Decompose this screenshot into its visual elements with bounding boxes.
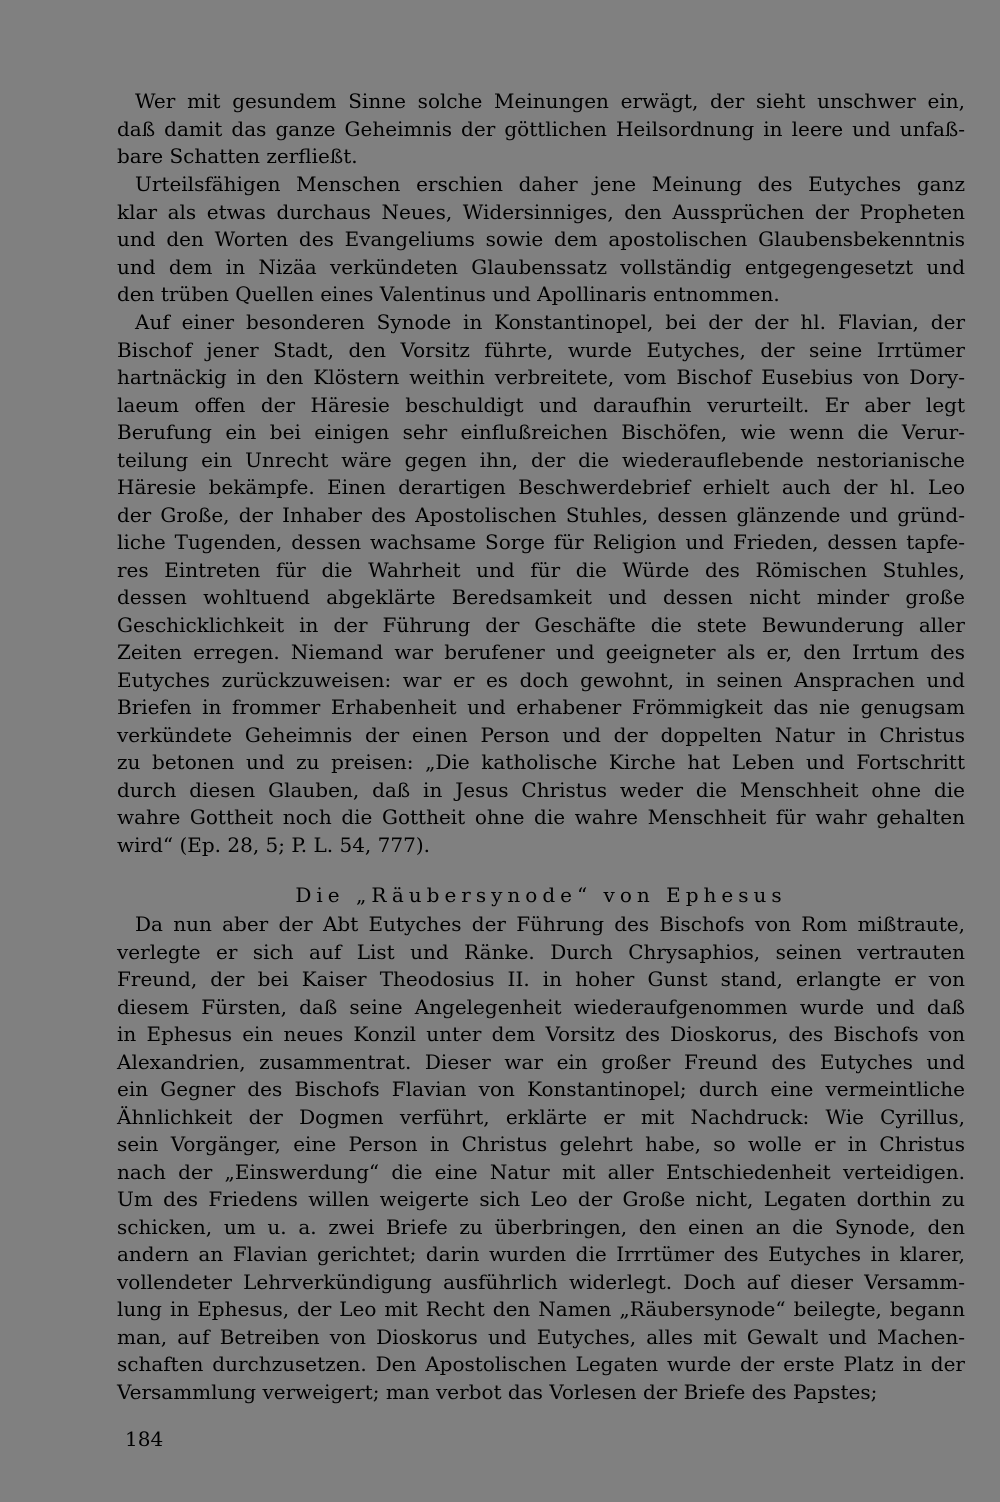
text-line: Da nun aber der Abt Eutyches der Führung des Bischofs von Rom mißtraute, — [135, 912, 965, 936]
text-line: lung in Ephesus, der Leo mit Recht den Namen „Räubersynode“ beilegte, begann — [117, 1297, 965, 1321]
text-line: und dem in Nizäa verkündeten Glaubenssatz vollständig entgegengesetzt und — [117, 254, 965, 279]
text-line: zu betonen und zu preisen: „Die katholische Kirche hat Leben und Fortschritt — [117, 750, 965, 774]
text-line: Versammlung verweigert; man verbot das Vorlesen der Briefe des Papstes; — [117, 1379, 878, 1404]
text-line: schicken, um u. a. zwei Briefe zu überbringen, den einen an die Synode, den — [117, 1214, 965, 1239]
text-line: ein Gegner des Bischofs Flavian von Konstantinopel; durch eine vermeintliche — [117, 1077, 965, 1101]
text-line: in Ephesus ein neues Konzil unter dem Vorsitz des Dioskorus, des Bischofs von — [117, 1022, 965, 1046]
text-line: Bischof jener Stadt, den Vorsitz führte, wurde Eutyches, der seine Irrtümer — [117, 337, 965, 362]
paragraph — [117, 309, 965, 859]
text-line: dessen wohltuend abgeklärte Beredsamkeit und dessen nicht minder große — [117, 585, 965, 609]
text-line: schaften durchzusetzen. Den Apostolischen Legaten wurde der erste Platz in der — [117, 1352, 965, 1376]
text-line: der Große, der Inhaber des Apostolischen Stuhles, dessen glänzende und gründ- — [117, 502, 965, 527]
text-line: diesem Fürsten, daß seine Angelegenheit wiederaufgenommen wurde und daß — [117, 994, 965, 1019]
text-line: durch diesen Glauben, daß in Jesus Christus weder die Menschheit ohne die — [117, 777, 965, 802]
text-line: liche Tugenden, dessen wachsame Sorge für Religion und Frieden, dessen tapfe- — [117, 530, 965, 554]
text-line: Eutyches zurückzuweisen: war er es doch gewohnt, in seinen Ansprachen und — [117, 667, 965, 692]
text-line: Wer mit gesundem Sinne solche Meinungen erwägt, der sieht unschwer ein, — [135, 89, 965, 113]
text-line: res Eintreten für die Wahrheit und für die Würde des Römischen Stuhles, — [117, 557, 965, 582]
section-heading: Die „Räubersynode“ von Ephesus — [295, 883, 787, 907]
text-line: und den Worten des Evangeliums sowie dem apostolischen Glaubensbekenntnis — [117, 227, 965, 251]
text-line: Urteilsfähigen Menschen erschien daher jene Meinung des Eutyches ganz — [135, 172, 965, 196]
text-line: vollendeter Lehrverkündigung ausführlich widerlegt. Doch auf dieser Versamm- — [117, 1269, 965, 1294]
text-line: Ähnlichkeit der Dogmen verführt, erklärte er mit Nachdruck: Wie Cyrillus, — [117, 1104, 965, 1129]
text-line: Berufung ein bei einigen sehr einflußreichen Bischöfen, wie wenn die Verur- — [117, 420, 965, 444]
paragraph — [117, 88, 965, 171]
text-line: sein Vorgänger, eine Person in Christus gelehrt habe, so wolle er in Christus — [117, 1132, 965, 1156]
text-line: man, auf Betreiben von Dioskorus und Eutyches, alles mit Gewalt und Machen- — [117, 1324, 965, 1349]
text-line: wahre Gottheit noch die Gottheit ohne die wahre Menschheit für wahr gehalten — [117, 805, 965, 829]
text-line: klar als etwas durchaus Neues, Widersinniges, den Aussprüchen der Propheten — [117, 199, 965, 224]
text-line: Um des Friedens willen weigerte sich Leo der Große nicht, Legaten dorthin zu — [117, 1187, 965, 1211]
text-line: Alexandrien, zusammentrat. Dieser war ein großer Freund des Eutyches und — [117, 1049, 965, 1074]
text-line: laeum offen der Häresie beschuldigt und daraufhin verurteilt. Er aber legt — [117, 392, 965, 417]
text-line: andern an Flavian gerichtet; darin wurden die Irrrtümer des Eutyches in klarer, — [117, 1242, 965, 1266]
text-line: verlegte er sich auf List und Ränke. Durch Chrysaphios, seinen vertrauten — [117, 939, 965, 964]
page-number: 184 — [125, 1427, 164, 1451]
text-line: bare Schatten zerfließt. — [117, 144, 358, 168]
text-line: Auf einer besonderen Synode in Konstantinopel, bei der der hl. Flavian, der — [135, 310, 965, 334]
text-line: Geschicklichkeit in der Führung der Geschäfte die stete Bewunderung aller — [117, 612, 965, 637]
text-line: hartnäckig in den Klöstern weithin verbreitete, vom Bischof Eusebius von Dory- — [117, 365, 965, 389]
text-line: den trüben Quellen eines Valentinus und Apollinaris entnommen. — [117, 282, 780, 306]
text-line: Zeiten erregen. Niemand war berufener und geeigneter als er, den Irrtum des — [117, 640, 965, 664]
paragraph — [117, 911, 965, 1406]
text-line: daß damit das ganze Geheimnis der göttlichen Heilsordnung in leere und unfaß- — [117, 116, 965, 141]
text-line: Freund, der bei Kaiser Theodosius II. in hoher Gunst stand, erlangte er von — [117, 967, 965, 991]
text-line: verkündete Geheimnis der einen Person und der doppelten Natur in Christus — [117, 722, 965, 747]
text-line: Häresie bekämpfe. Einen derartigen Beschwerdebrief erhielt auch der hl. Leo — [117, 475, 965, 499]
text-line: teilung ein Unrecht wäre gegen ihn, der die wiederauflebende nestorianische — [117, 447, 965, 472]
text-line: nach der „Einswerdung“ die eine Natur mit aller Entschiedenheit verteidigen. — [117, 1159, 965, 1184]
text-line: Briefen in frommer Erhabenheit und erhabener Frömmigkeit das nie genugsam — [117, 695, 965, 719]
text-line: wird“ (Ep. 28, 5; P. L. 54, 777). — [117, 832, 430, 857]
paragraph — [117, 171, 965, 309]
